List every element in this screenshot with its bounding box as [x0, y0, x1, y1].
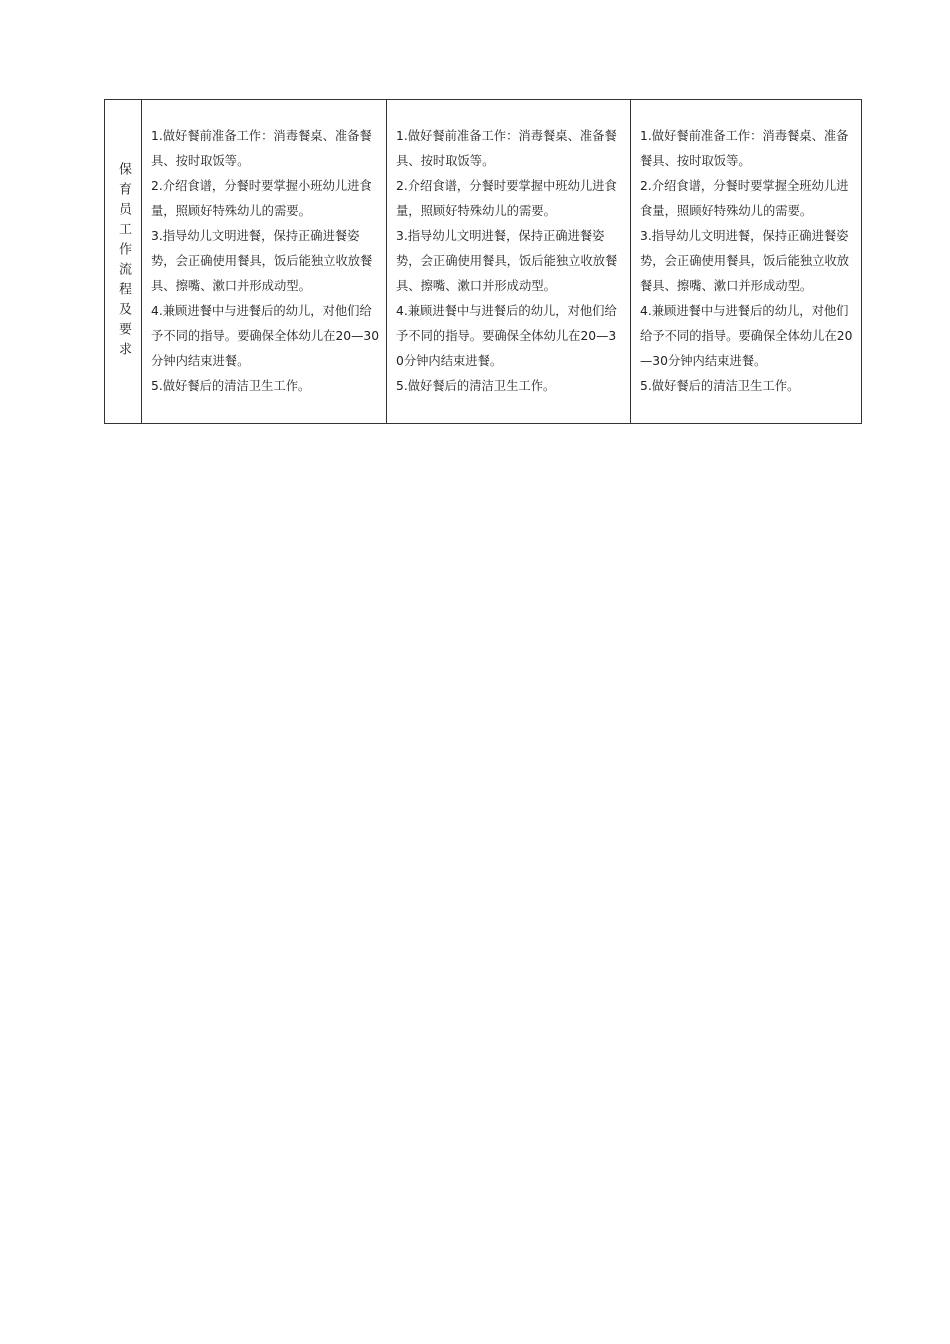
- step-item: 1.做好餐前准备工作：消毒餐桌、准备餐具、按时取饭等。: [640, 129, 849, 168]
- row-label: 保育员工作流程及要求: [116, 161, 131, 362]
- step-item: 2.介绍食谱，分餐时要掌握中班幼儿进食量，照顾好特殊幼儿的需要。: [396, 179, 617, 218]
- column-cell-2: [387, 100, 631, 424]
- step-item: 5.做好餐后的清洁卫生工作。: [396, 379, 556, 393]
- row-label-cell: [105, 100, 142, 424]
- step-item: 4.兼顾进餐中与进餐后的幼儿，对他们给予不同的指导。要确保全体幼儿在20—30分钟内结束进餐。: [640, 304, 853, 368]
- step-item: 3.指导幼儿文明进餐，保持正确进餐姿势，会正确使用餐具，饭后能独立收放餐具、擦嘴、漱口并形成动型。: [640, 229, 850, 293]
- step-item: 3.指导幼儿文明进餐，保持正确进餐姿势，会正确使用餐具，饭后能独立收放餐具、擦嘴、漱口并形成动型。: [396, 229, 618, 293]
- table-row: [105, 100, 862, 424]
- step-item: 4.兼顾进餐中与进餐后的幼儿，对他们给予不同的指导。要确保全体幼儿在20—30分钟内结束进餐。: [151, 304, 380, 368]
- step-item: 3.指导幼儿文明进餐，保持正确进餐姿势，会正确使用餐具，饭后能独立收放餐具、擦嘴、漱口并形成动型。: [151, 229, 373, 293]
- step-item: 2.介绍食谱，分餐时要掌握全班幼儿进食量，照顾好特殊幼儿的需要。: [640, 179, 849, 218]
- step-item: 1.做好餐前准备工作：消毒餐桌、准备餐具、按时取饭等。: [396, 129, 617, 168]
- step-item: 2.介绍食谱，分餐时要掌握小班幼儿进食量，照顾好特殊幼儿的需要。: [151, 179, 372, 218]
- duty-table: [104, 99, 862, 424]
- step-item: 5.做好餐后的清洁卫生工作。: [151, 379, 311, 393]
- column-cell-3: [631, 100, 862, 424]
- step-item: 1.做好餐前准备工作：消毒餐桌、准备餐具、按时取饭等。: [151, 129, 372, 168]
- step-item: 5.做好餐后的清洁卫生工作。: [640, 379, 800, 393]
- step-item: 4.兼顾进餐中与进餐后的幼儿，对他们给予不同的指导。要确保全体幼儿在20—30分钟内结束进餐。: [396, 304, 617, 368]
- column-cell-1: [142, 100, 387, 424]
